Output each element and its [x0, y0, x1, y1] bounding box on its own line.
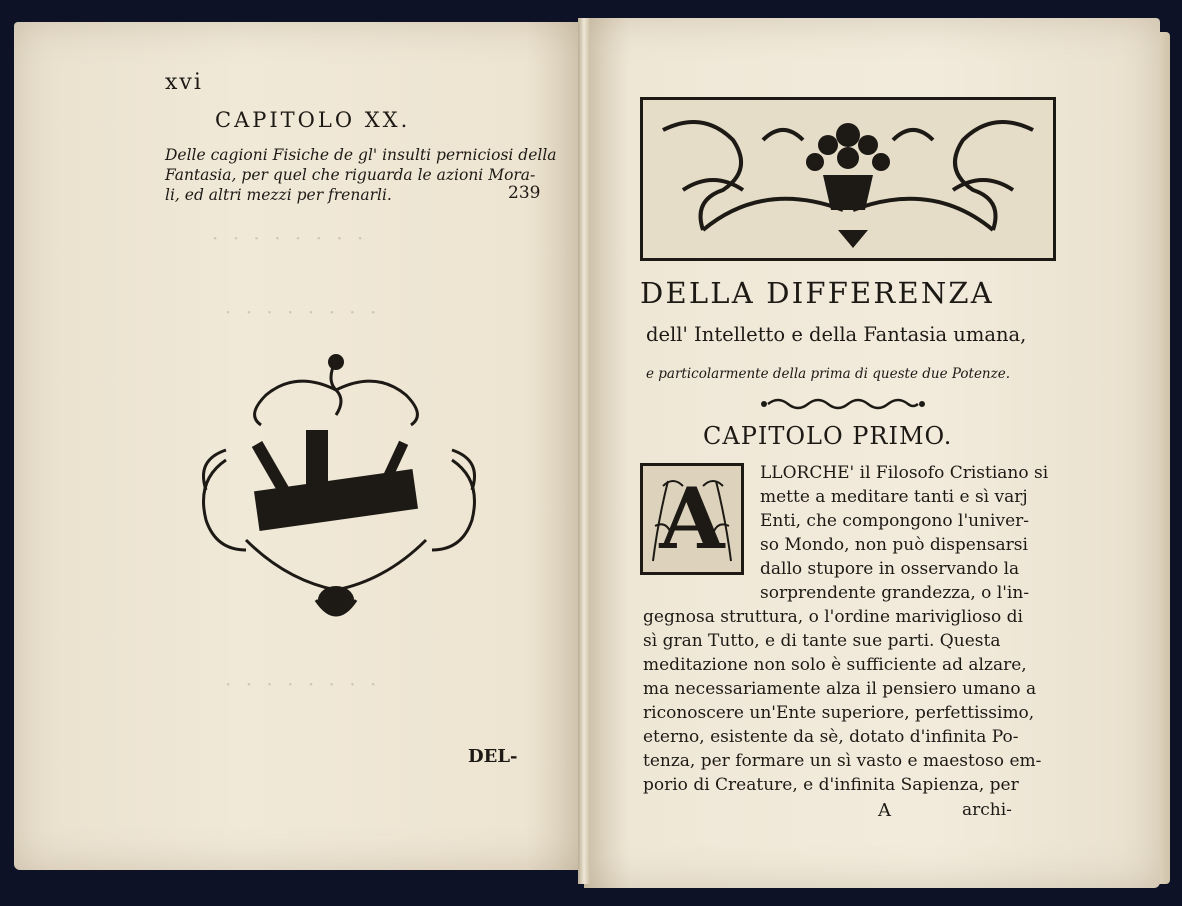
body-text-line: sì gran Tutto, e di tante sue parti. Questa: [643, 631, 1001, 651]
bleed-through-text: · · · · · · · ·: [225, 300, 381, 324]
body-text-line: tenza, per formare un sì vasto e maestoso em-: [643, 751, 1042, 771]
body-text-line: ma necessariamente alza il pensiero umano a: [643, 679, 1037, 699]
page-reference-number: 239: [508, 183, 541, 203]
bleed-through-text: · · · · · · · ·: [212, 226, 368, 250]
drop-cap-initial: [640, 463, 744, 575]
book-gutter: [578, 18, 590, 884]
bleed-through-text: · · · · · · · ·: [225, 672, 381, 696]
catchword: DEL-: [468, 746, 518, 767]
body-text-line: eterno, esistente da sè, dotato d'infinita Po-: [643, 727, 1019, 747]
chapter-description-line: li, ed altri mezzi per frenarli.: [165, 186, 392, 204]
treatise-subtitle-italic: e particolarmente della prima di queste due Potenze.: [646, 366, 1011, 382]
body-text-line: porio di Creature, e d'infinita Sapienza, per: [643, 775, 1019, 795]
chapter-heading: CAPITOLO XX.: [215, 108, 411, 132]
treatise-title: DELLA DIFFERENZA: [640, 276, 994, 310]
body-text-line: sorprendente grandezza, o l'in-: [760, 583, 1030, 603]
fleuron-divider-icon: [758, 396, 928, 412]
catchword: archi-: [962, 800, 1012, 820]
folio-number: xvi: [165, 70, 203, 95]
vignette-ornament-icon: [186, 350, 492, 636]
body-text-line: so Mondo, non può dispensarsi: [760, 535, 1028, 555]
floral-basket-icon: [643, 100, 1053, 258]
headpiece-ornament: [640, 97, 1056, 261]
signature-mark: A: [878, 800, 891, 821]
body-text-line: riconoscere un'Ente superiore, perfettissimo,: [643, 703, 1035, 723]
body-text-line: dallo stupore in osservando la: [760, 559, 1020, 579]
body-text-line: mette a meditare tanti e sì varj: [760, 487, 1028, 507]
body-text-line: meditazione non solo è sufficiente ad alzare,: [643, 655, 1027, 675]
chapter-heading: CAPITOLO PRIMO.: [703, 422, 953, 450]
treatise-subtitle: dell' Intelletto e della Fantasia umana,: [646, 323, 1027, 346]
drop-cap-letter: A: [659, 469, 725, 568]
body-text-line: Enti, che compongono l'univer-: [760, 511, 1029, 531]
chapter-description-line: Delle cagioni Fisiche de gl' insulti perniciosi della: [165, 146, 557, 164]
body-text-line: LLORCHE' il Filosofo Cristiano si: [760, 463, 1049, 483]
chapter-description-line: Fantasia, per quel che riguarda le azioni Mora-: [165, 166, 536, 184]
body-text-line: gegnosa struttura, o l'ordine mariviglioso di: [643, 607, 1023, 627]
